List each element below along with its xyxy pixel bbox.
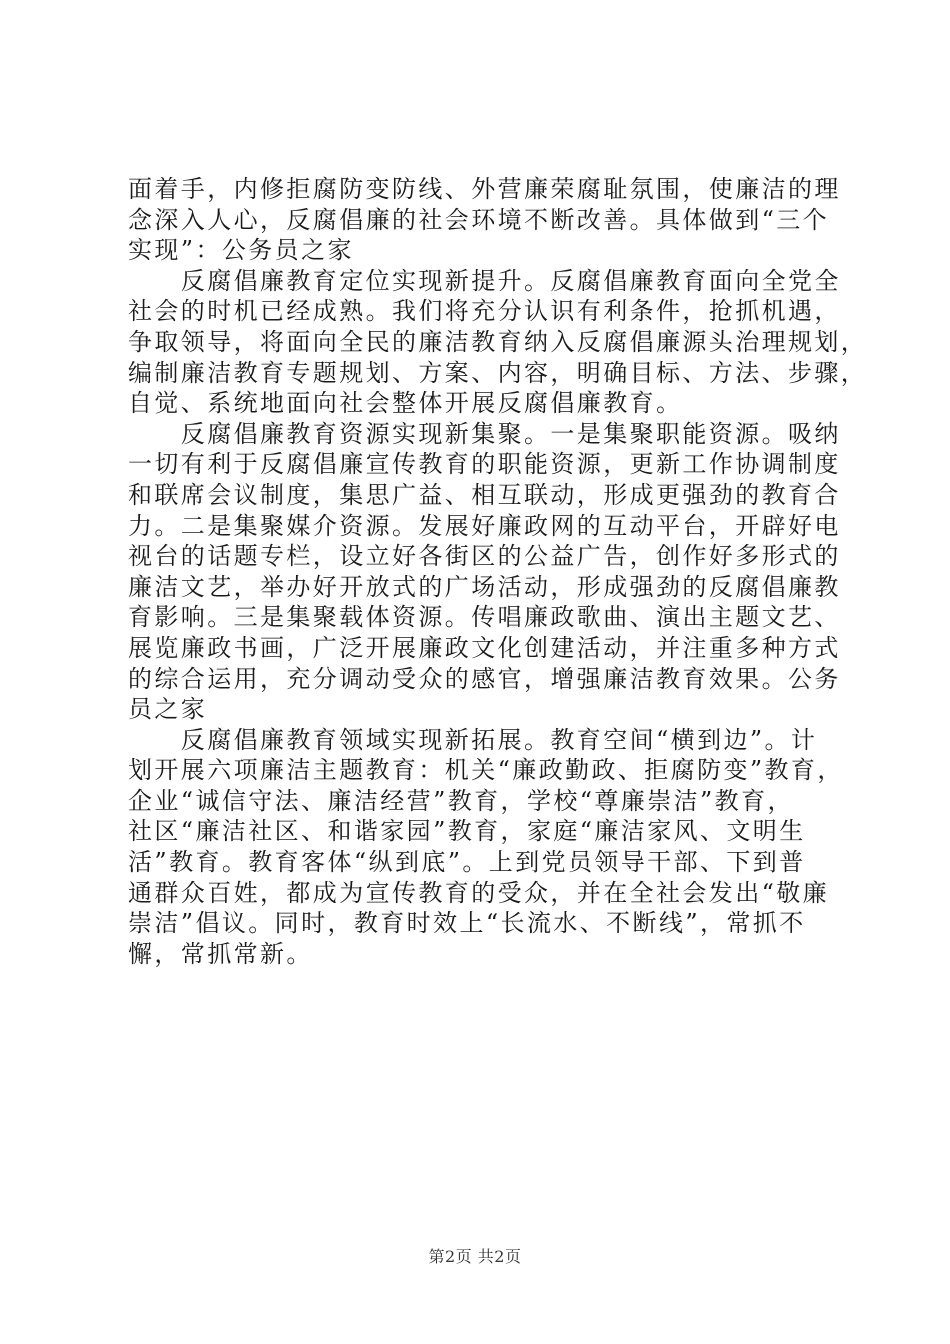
text-line: 懈，常抓常新。 — [128, 939, 313, 968]
text-line: 崇洁”倡议。同时，教育时效上“长流水、不断线”，常抓不 — [128, 909, 806, 938]
text-line: 反腐倡廉教育定位实现新提升。反腐倡廉教育面向全党全 — [128, 266, 841, 295]
text-line: 一切有利于反腐倡廉宣传教育的职能资源，更新工作协调制度 — [128, 450, 841, 479]
text-line: 活”教育。教育客体“纵到底”。上到党员领导干部、下到普 — [128, 848, 806, 877]
text-line: 视台的话题专栏，设立好各街区的公益广告，创作好多形式的 — [128, 542, 841, 571]
page-footer — [0, 1244, 950, 1267]
text-line: 念深入人心，反腐倡廉的社会环境不断改善。具体做到“三个 — [128, 205, 830, 234]
text-line: 和联席会议制度，集思广益、相互联动，形成更强劲的教育合 — [128, 480, 841, 509]
text-line: 划开展六项廉洁主题教育：机关“廉政勤政、拒腐防变”教育， — [128, 756, 844, 785]
text-line: 社区“廉洁社区、和谐家园”教育，家庭“廉洁家风、文明生 — [128, 817, 806, 846]
text-line: 展览廉政书画，广泛开展廉政文化创建活动，并注重多种方式 — [128, 633, 841, 662]
text-line: 育影响。三是集聚载体资源。传唱廉政歌曲、演出主题文艺、 — [128, 603, 841, 632]
text-line: 通群众百姓，都成为宣传教育的受众，并在全社会发出“敬廉 — [128, 878, 830, 907]
text-line: 实现”：公务员之家 — [128, 236, 354, 265]
text-line: 的综合运用，充分调动受众的感官，增强廉洁教育效果。公务 — [128, 664, 841, 693]
text-line: 争取领导，将面向全民的廉洁教育纳入反腐倡廉源头治理规划， — [128, 327, 868, 356]
text-line: 自觉、系统地面向社会整体开展反腐倡廉教育。 — [128, 389, 683, 418]
text-line: 企业“诚信守法、廉洁经营”教育，学校“尊廉崇洁”教育， — [128, 786, 794, 815]
text-line: 面着手，内修拒腐防变防线、外营廉荣腐耻氛围，使廉洁的理 — [128, 175, 841, 203]
text-line: 反腐倡廉教育资源实现新集聚。一是集聚职能资源。吸纳 — [128, 419, 841, 448]
page-number-label: 第2页 共2页 — [428, 1247, 522, 1266]
text-line: 力。二是集聚媒介资源。发展好廉政网的互动平台，开辟好电 — [128, 511, 841, 540]
document-body — [128, 174, 868, 969]
text-line: 员之家 — [128, 695, 208, 724]
text-line: 编制廉洁教育专题规划、方案、内容，明确目标、方法、步骤， — [128, 358, 868, 387]
text-line: 反腐倡廉教育领域实现新拓展。教育空间“横到边”。计 — [128, 725, 818, 754]
text-line: 社会的时机已经成熟。我们将充分认识有利条件，抢抓机遇， — [128, 297, 841, 326]
text-line: 廉洁文艺，举办好开放式的广场活动，形成强劲的反腐倡廉教 — [128, 572, 841, 601]
